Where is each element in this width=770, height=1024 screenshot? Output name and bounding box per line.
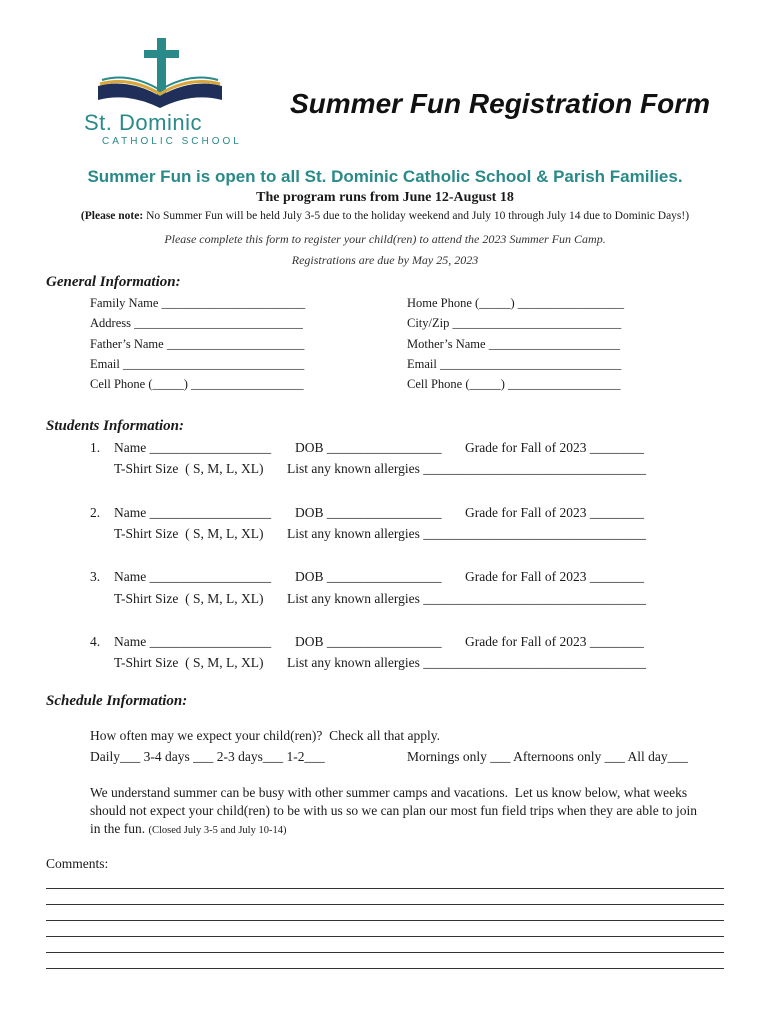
schedule-paragraph-line xyxy=(90,821,286,837)
city-zip-field[interactable]: City/Zip ___________________________ xyxy=(407,316,622,330)
student-dob-field[interactable]: DOB _________________ xyxy=(295,569,442,584)
comment-line[interactable] xyxy=(46,920,724,921)
closed-note: (Closed July 3-5 and July 10-14) xyxy=(148,825,287,836)
student-dob-field[interactable]: DOB _________________ xyxy=(295,634,442,649)
cell-phone-field-left[interactable]: Cell Phone (_____) __________________ xyxy=(90,377,304,391)
form-title: Summer Fun Registration Form xyxy=(290,88,711,119)
comments-label: Comments: xyxy=(46,856,109,871)
student-name-field[interactable]: Name __________________ xyxy=(114,440,272,455)
note xyxy=(0,210,770,222)
schedule-paragraph-line: should not expect your child(ren) to be with us so we can plan our most fun field trips when they are able to join xyxy=(90,803,697,818)
student-number: 2. xyxy=(90,505,101,520)
program-dates: The program runs from June 12-August 18 xyxy=(256,190,514,205)
students-heading: Students Information: xyxy=(46,418,184,434)
comment-line[interactable] xyxy=(46,888,724,889)
due-date: Registrations are due by May 25, 2023 xyxy=(291,253,479,267)
student-tshirt-size[interactable]: T-Shirt Size ( S, M, L, XL) xyxy=(114,591,264,606)
student-dob-field[interactable]: DOB _________________ xyxy=(295,505,442,520)
student-name-field[interactable]: Name __________________ xyxy=(114,569,272,584)
cell-phone-field-right[interactable]: Cell Phone (_____) __________________ xyxy=(407,377,621,391)
student-tshirt-size[interactable]: T-Shirt Size ( S, M, L, XL) xyxy=(114,526,264,541)
student-grade-field[interactable]: Grade for Fall of 2023 ________ xyxy=(465,505,644,520)
father-name-field[interactable]: Father’s Name ______________________ xyxy=(90,337,305,351)
student-tshirt-size[interactable]: T-Shirt Size ( S, M, L, XL) xyxy=(114,461,264,476)
student-grade-field[interactable]: Grade for Fall of 2023 ________ xyxy=(465,634,644,649)
comment-line[interactable] xyxy=(46,936,724,937)
subtitle: Summer Fun is open to all St. Dominic Catholic School & Parish Families. xyxy=(87,167,683,186)
note-label: (Please note: xyxy=(80,210,144,222)
comment-line[interactable] xyxy=(46,904,724,905)
student-dob-field[interactable]: DOB _________________ xyxy=(295,440,442,455)
student-number: 4. xyxy=(90,634,101,649)
student-allergies-field[interactable]: List any known allergies _________________________________ xyxy=(287,461,646,476)
schedule-question: How often may we expect your child(ren)? Check all that apply. xyxy=(90,728,440,743)
student-grade-field[interactable]: Grade for Fall of 2023 ________ xyxy=(465,440,644,455)
student-allergies-field[interactable]: List any known allergies _________________________________ xyxy=(287,526,646,541)
student-number: 3. xyxy=(90,569,101,584)
student-name-field[interactable]: Name __________________ xyxy=(114,505,272,520)
student-allergies-field[interactable]: List any known allergies _________________________________ xyxy=(287,655,646,670)
school-subtitle: CATHOLIC SCHOOL xyxy=(102,136,242,147)
schedule-paragraph-line: We understand summer can be busy with other summer camps and vacations. Let us know below, what weeks xyxy=(90,785,688,800)
address-field[interactable]: Address ___________________________ xyxy=(90,316,303,330)
comment-line[interactable] xyxy=(46,952,724,953)
school-name: St. Dominic xyxy=(84,110,202,135)
family-name-field[interactable]: Family Name _______________________ xyxy=(90,296,306,310)
instructions: Please complete this form to register your child(ren) to attend the 2023 Summer Fun Camp. xyxy=(164,232,606,246)
time-options[interactable]: Mornings only ___ Afternoons only ___ All day___ xyxy=(407,749,688,764)
mother-name-field[interactable]: Mother’s Name _____________________ xyxy=(407,337,620,351)
note-text: No Summer Fun will be held July 3-5 due to the holiday weekend and July 10 through July 14 due to Dominic Days!) xyxy=(143,210,690,222)
student-number: 1. xyxy=(90,440,101,455)
student-grade-field[interactable]: Grade for Fall of 2023 ________ xyxy=(465,569,644,584)
schedule-heading: Schedule Information: xyxy=(46,693,188,709)
student-name-field[interactable]: Name __________________ xyxy=(114,634,272,649)
email-field-left[interactable]: Email _____________________________ xyxy=(90,357,305,371)
comment-line[interactable] xyxy=(46,968,724,969)
email-field-right[interactable]: Email _____________________________ xyxy=(407,357,622,371)
general-heading: General Information: xyxy=(46,274,181,290)
student-allergies-field[interactable]: List any known allergies _________________________________ xyxy=(287,591,646,606)
student-tshirt-size[interactable]: T-Shirt Size ( S, M, L, XL) xyxy=(114,655,264,670)
home-phone-field[interactable]: Home Phone (_____) _________________ xyxy=(407,296,624,310)
schedule-paragraph-end: in the fun. xyxy=(90,821,146,836)
days-options[interactable]: Daily___ 3-4 days ___ 2-3 days___ 1-2___ xyxy=(90,749,325,764)
